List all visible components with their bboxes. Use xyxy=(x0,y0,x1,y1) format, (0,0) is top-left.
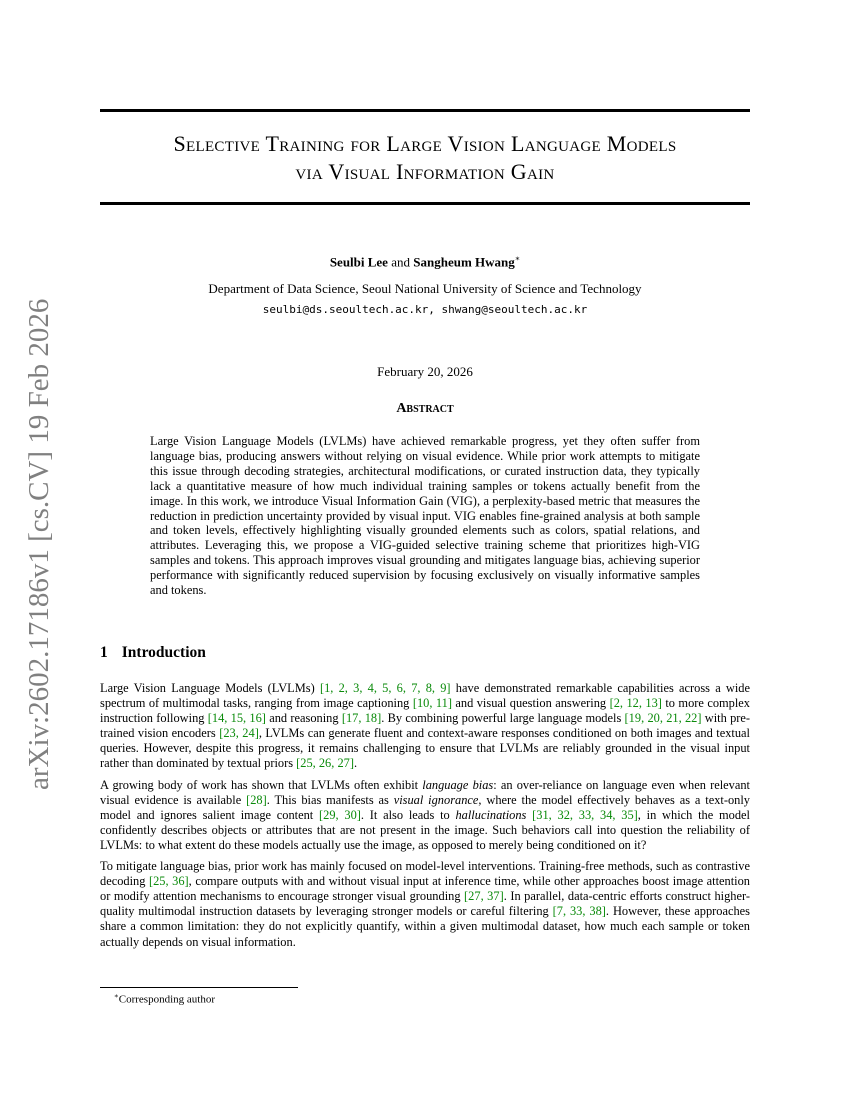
text-run: . This bias manifests as xyxy=(266,792,394,807)
citation-link[interactable]: [25, 36] xyxy=(148,874,189,889)
text-run: To mitigate language bias, prior work has mainly focused on model-level interventions. Training-free methods, such as contrastive decoding xyxy=(100,859,750,889)
citation-link[interactable]: [2, 12, 13] xyxy=(609,696,662,711)
paper-date: February 20, 2026 xyxy=(377,364,473,379)
text-run: . However, these approaches share a common limitation: they do not explicitly quantify, within a given multimodal dataset, how much each sample or token actually depends on visual information. xyxy=(100,904,750,949)
citation-link[interactable]: [29, 30] xyxy=(319,807,361,822)
citation-link[interactable]: [1, 2, 3, 4, 5, 6, 7, 8, 9] xyxy=(319,681,451,695)
footnote-text: Corresponding author xyxy=(118,993,215,1006)
footnote xyxy=(114,989,714,1007)
footnote-mark: ∗ xyxy=(114,992,119,1000)
text-run: and visual question answering xyxy=(451,696,610,711)
text-run: . By combining powerful large language models xyxy=(381,711,625,726)
emphasis-term: hallucinations xyxy=(455,807,527,822)
emphasis-term: language bias xyxy=(422,777,494,792)
text-run: . It also leads to xyxy=(360,807,456,822)
section-heading-introduction xyxy=(100,643,750,663)
citation-link[interactable]: [23, 24] xyxy=(219,726,259,741)
citation-link[interactable]: [31, 32, 33, 34, 35] xyxy=(532,807,638,822)
paragraph-3 xyxy=(100,859,750,950)
paper-title-line-1: Selective Training for Large Vision Language Models xyxy=(173,131,677,156)
paper-title-line-2: via Visual Information Gain xyxy=(295,159,555,184)
citation-link[interactable]: [27, 37] xyxy=(464,889,504,904)
footnote-rule xyxy=(100,987,298,988)
text-run: , where the model effectively behaves as a text-only model and ignores salient image content xyxy=(100,792,750,822)
arxiv-identifier: arXiv:2602.17186v1 [cs.CV] 19 Feb 2026 xyxy=(23,298,55,790)
author-conjunction: and xyxy=(391,254,410,270)
section-title: Introduction xyxy=(121,644,206,661)
text-run: , compare outputs with and without visual input at inference time, while other approaches boost image attention or modify attention mechanisms to encourage stronger visual grounding xyxy=(100,874,750,904)
paragraph-1 xyxy=(100,681,750,772)
abstract-heading: Abstract xyxy=(396,401,454,416)
section-number: 1 xyxy=(100,644,108,661)
text-run: , LVLMs can generate fluent and context-aware responses conditioned on both images and textual queries. However, despite this progress, it remains challenging to ensure that LVLMs are reliably grounded in the visual input rather than dominated by textual priors xyxy=(100,726,750,771)
text-run: A growing body of work has shown that LVLMs often exhibit xyxy=(100,777,423,792)
paper-title xyxy=(100,130,750,186)
citation-link[interactable]: [17, 18] xyxy=(341,711,382,726)
paragraph-2 xyxy=(100,778,750,853)
author-2: Sangheum Hwang xyxy=(413,254,515,270)
introduction-body xyxy=(100,681,750,956)
author-1: Seulbi Lee xyxy=(329,254,388,270)
abstract-text: Large Vision Language Models (LVLMs) have achieved remarkable progress, yet they often suffer from language bias, producing answers without relying on visual evidence. While prior work attempts to mitigate this issue through decoding strategies, architectural modifications, or curated instruction data, they typically lack a quantitative measure of how much individual training samples or tokens actually benefit from the image. In this work, we introduce Visual Information Gain (VIG), a perplexity-based metric that measures the reduction in prediction uncertainty provided by visual input. VIG enables fine-grained analysis at both sample and token levels, effectively highlighting visually grounded elements such as colors, spatial relations, and attributes. Leveraging this, we propose a VIG-guided selective training scheme that prioritizes high-VIG samples and tokens. This approach improves visual grounding and mitigates language bias, achieving superior performance with significantly reduced supervision by focusing exclusively on visually informative samples and tokens. xyxy=(150,434,700,598)
corresponding-mark: ∗ xyxy=(514,254,521,263)
text-run: : an over-reliance on language even when relevant visual evidence is available xyxy=(100,777,750,807)
text-run: to more complex instruction following xyxy=(100,696,751,726)
author-list xyxy=(100,251,750,270)
affiliation: Department of Data Science, Seoul National University of Science and Technology xyxy=(208,281,642,296)
emphasis-term: visual ignorance xyxy=(393,792,479,807)
citation-link[interactable]: [25, 26, 27] xyxy=(296,756,354,771)
text-run: , in which the model confidently describes objects or attributes that are not present in the image. Such behaviors call into question the reliability of LVLMs: to what extent do these models actually use the image, as opposed to merely being conditioned on it? xyxy=(100,807,750,852)
text-run: . In parallel, data-centric efforts construct higher-quality multimodal instruction datasets by leveraging stronger models or careful filtering xyxy=(100,889,750,919)
author-emails: seulbi@ds.seoultech.ac.kr, shwang@seoultech.ac.kr xyxy=(262,303,588,316)
citation-link[interactable]: [7, 33, 38] xyxy=(552,904,606,919)
text-run: Large Vision Language Models (LVLMs) xyxy=(100,681,320,695)
title-bottom-rule xyxy=(100,202,750,205)
citation-link[interactable]: [19, 20, 21, 22] xyxy=(624,711,702,726)
text-run: with pre-trained vision encoders xyxy=(100,711,751,741)
citation-link[interactable]: [28] xyxy=(246,792,267,807)
title-top-rule xyxy=(100,109,750,112)
text-run: have demonstrated remarkable capabilities across a wide spectrum of multimodal tasks, ranging from image captioning xyxy=(100,681,751,711)
citation-link[interactable]: [14, 15, 16] xyxy=(207,711,266,726)
text-run: and reasoning xyxy=(265,711,342,726)
text-run: . xyxy=(353,756,358,771)
citation-link[interactable]: [10, 11] xyxy=(412,696,452,711)
